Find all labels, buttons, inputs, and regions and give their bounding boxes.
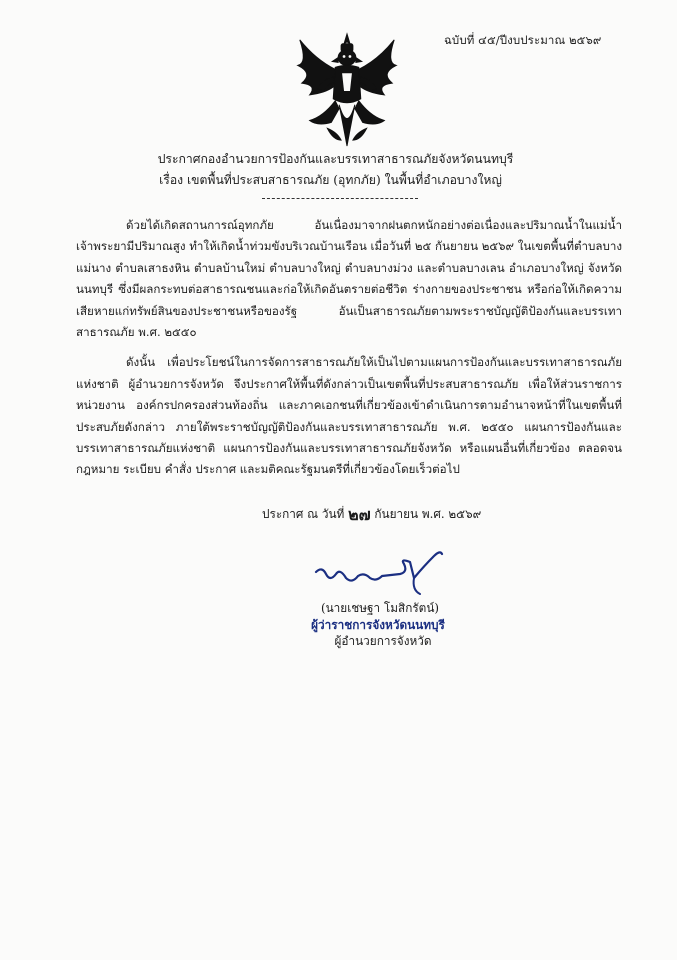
signer-block: [300, 600, 460, 650]
date-prefix: ประกาศ ณ วันที่: [262, 507, 345, 521]
issue-number: ฉบับที่ ๔๕/ปีงบประมาณ ๒๕๖๙: [444, 33, 602, 47]
heading: [0, 149, 677, 191]
paragraph-1: [76, 215, 622, 343]
paragraph-2-text: ดังนั้น เพื่อประโยชน์ในการจัดการสาธารณภัยให้เป็นไปตามแผนการป้องกันและบรรเทาสาธารณภัยแห่งชาติ ผู้อำนวยการจังหวัด จึงประกาศให้พื้นที่ดังกล่าวเป็นเขตพื้นที่ประสบสาธารณภัย เพื่อให้ส่วนราชการ หน่วยงาน องค์กรปกครองส่วนท้องถิ่น และภาคเอกชนที่เกี่ยวข้องเข้าดำเนินการตามอำนาจหน้าที่ในเขตพื้นที่ประสบภัยดังกล่าว ภายใต้พระราชบัญญัติป้องกันและบรรเทาสาธารณภัย พ.ศ. ๒๕๕๐ แผนการป้องกันและบรรเทาสาธารณภัยแห่งชาติ แผนการป้องกันและบรรเทาสาธารณภัยจังหวัด หรือแผนอื่นที่เกี่ยวข้อง ตลอดจนกฎหมาย ระเบียบ คำสั่ง ประกาศ และมติคณะรัฐมนตรีที่เกี่ยวข้องโดยเร็วต่อไป: [76, 355, 622, 477]
signer-name: (นายเชษฐา โมสิกรัตน์): [320, 601, 440, 615]
date-suffix: กันยายน พ.ศ. ๒๕๖๙: [374, 507, 482, 521]
date-day: ๒๗: [348, 505, 371, 524]
document-body: [76, 215, 622, 481]
signature-icon: [312, 548, 446, 600]
signer-title-director: ผู้อำนวยการจังหวัด: [334, 634, 432, 648]
garuda-emblem-icon: [288, 30, 406, 148]
heading-line-1: ประกาศกองอำนวยการป้องกันและบรรเทาสาธารณภัยจังหวัดนนทบุรี: [157, 152, 514, 166]
announcement-date: [262, 503, 481, 528]
signer-title-governor: ผู้ว่าราชการจังหวัดนนทบุรี: [311, 617, 445, 632]
paragraph-1-text: ด้วยได้เกิดสถานการณ์อุทกภัย อันเนื่องมาจากฝนตกหนักอย่างต่อเนื่องและปริมาณน้ำในแม่น้ำเจ้าพระยามีปริมาณสูง ทำให้เกิดน้ำท่วมขังบริเวณบ้านเรือน เมื่อวันที่ ๒๕ กันยายน ๒๕๖๙ ในเขตพื้นที่ตำบลบางแม่นาง ตำบลเสาธงหิน ตำบลบ้านใหม่ ตำบลบางใหญ่ ตำบลบางม่วง และตำบลบางเลน อำเภอบางใหญ่ จังหวัดนนทบุรี ซึ่งมีผลกระทบต่อสาธารณชนและก่อให้เกิดอันตรายต่อชีวิต ร่างกายของประชาชน หรือก่อให้เกิดความเสียหายแก่ทรัพย์สินของประชาชนหรือของรัฐ อันเป็นสาธารณภัยตามพระราชบัญญัติป้องกันและบรรเทาสาธารณภัย พ.ศ. ๒๕๕๐: [76, 218, 622, 340]
heading-line-2: เรื่อง เขตพื้นที่ประสบสาธารณภัย (อุทกภัย) ในพื้นที่อำเภอบางใหญ่: [159, 173, 502, 187]
paragraph-2: [76, 352, 622, 480]
heading-separator: [262, 198, 418, 199]
